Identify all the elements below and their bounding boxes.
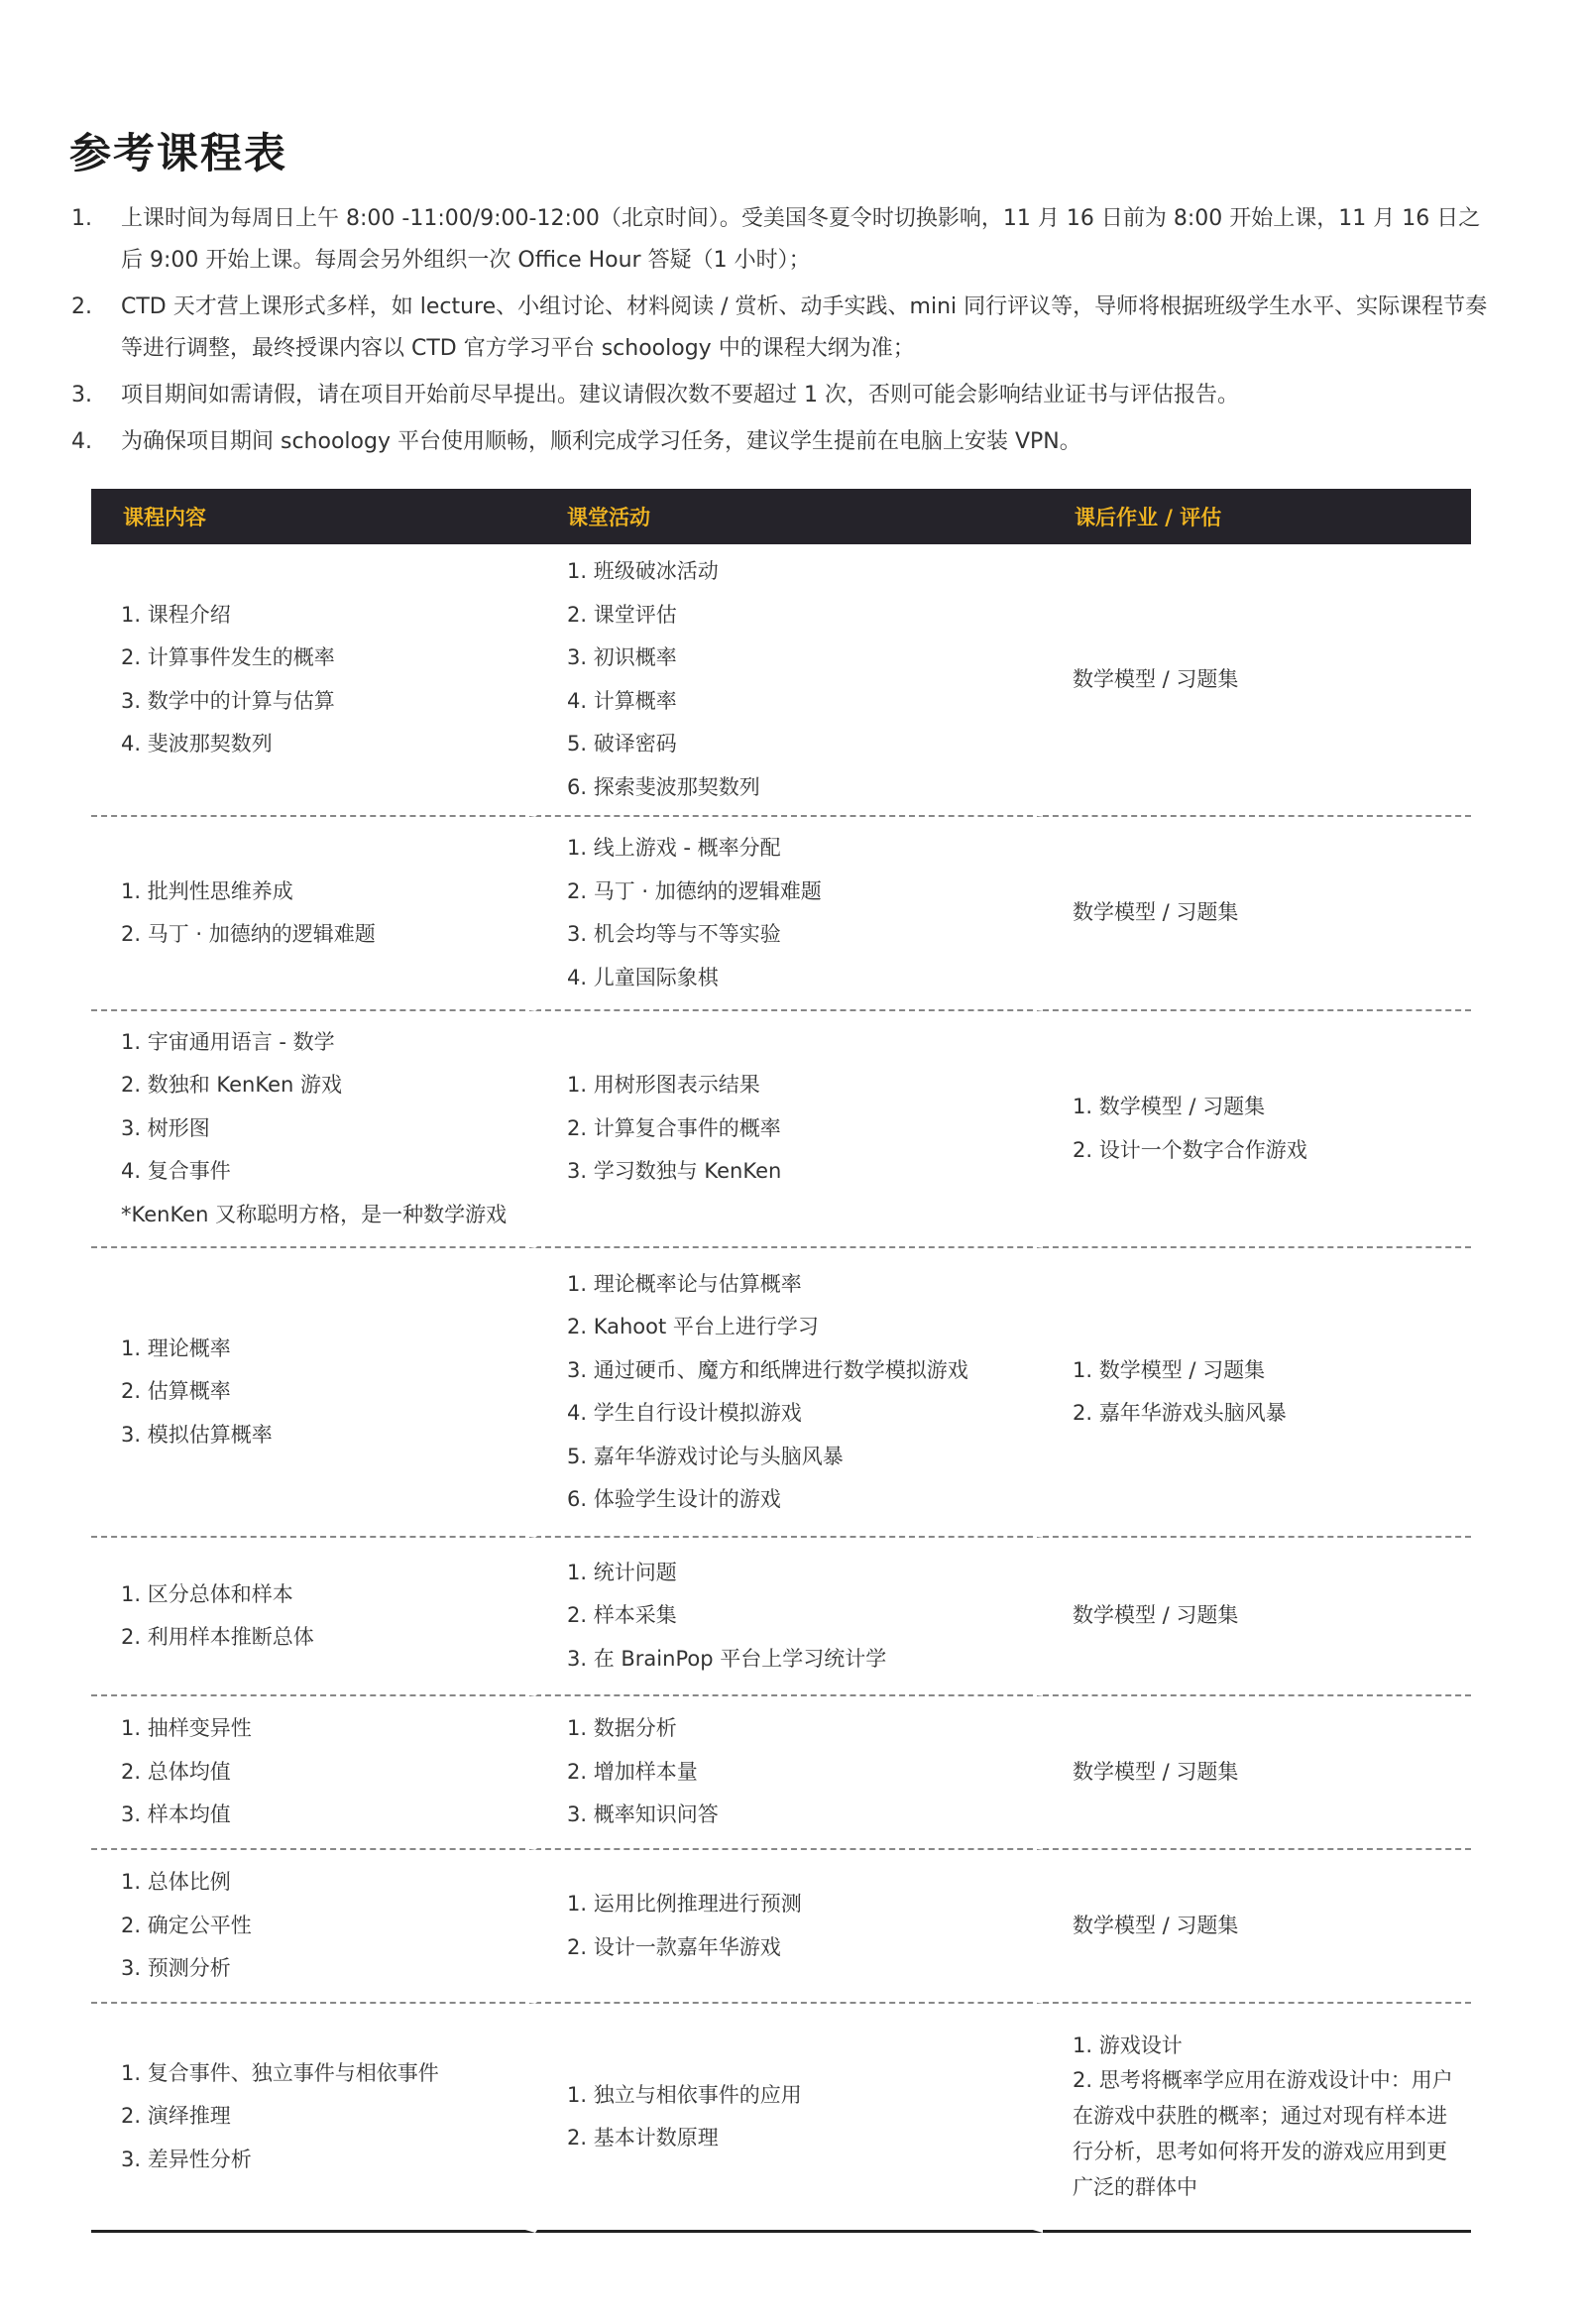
assessment-line: 2. 设计一个数字合作游戏 xyxy=(1073,1137,1307,1162)
activity-line: 2. Kahoot 平台上进行学习 xyxy=(567,1315,819,1338)
content-line: 1. 课程介绍 xyxy=(121,602,231,627)
activity-line: 4. 儿童国际象棋 xyxy=(567,965,719,989)
activities-cell xyxy=(535,1850,1043,2004)
note-item xyxy=(71,287,1489,370)
assessment-line: 数学模型 / 习题集 xyxy=(1073,666,1239,691)
content-cell xyxy=(91,1696,535,1850)
content-line: 2. 马丁 · 加德纳的逻辑难题 xyxy=(121,922,376,946)
assessment-cell xyxy=(1043,1011,1471,1248)
table-row xyxy=(91,1696,1471,1850)
content-cell xyxy=(91,2004,535,2233)
content-line: 1. 批判性思维养成 xyxy=(121,878,293,903)
activity-line: 1. 独立与相依事件的应用 xyxy=(567,2082,802,2107)
table-body xyxy=(91,544,1471,2233)
activity-line: 2. 基本计数原理 xyxy=(567,2126,719,2150)
note-text: CTD 天才营上课形式多样，如 lecture、小组讨论、材料阅读 / 赏析、动手实践、mini 同行评议等，导师将根据班级学生水平、实际课程节奏等进行调整，最终授课内容以 CTD 官方学习平台 schoology 中的课程大纲为准； xyxy=(121,294,1488,361)
assessment-cell xyxy=(1043,1850,1471,2004)
activities-cell xyxy=(535,1538,1043,1696)
activity-line: 5. 嘉年华游戏讨论与头脑风暴 xyxy=(567,1444,844,1468)
activity-line: 1. 统计问题 xyxy=(567,1560,677,1584)
activities-cell xyxy=(535,1696,1043,1850)
content-cell xyxy=(91,1850,535,2004)
activity-line: 1. 数据分析 xyxy=(567,1716,677,1741)
content-line: 2. 计算事件发生的概率 xyxy=(121,645,335,669)
activity-line: 1. 用树形图表示结果 xyxy=(567,1073,760,1098)
activity-line: 2. 计算复合事件的概率 xyxy=(567,1115,781,1140)
table-row xyxy=(91,1011,1471,1248)
activity-line: 6. 探索斐波那契数列 xyxy=(567,774,760,799)
content-cell xyxy=(91,1248,535,1538)
note-text: 上课时间为每周日上午 8:00 -11:00/9:00-12:00（北京时间）。受美国冬夏令时切换影响，11 月 16 日前为 8:00 开始上课，11 月 16 日之后 9:00 开始上课。每周会另外组织一次 Office Hour 答疑（1 小时）； xyxy=(121,206,1481,273)
note-number: 3. xyxy=(71,383,92,407)
activities-cell xyxy=(535,1011,1043,1248)
note-number: 2. xyxy=(71,294,92,319)
activity-line: 2. 课堂评估 xyxy=(567,602,677,627)
content-line: 3. 样本均值 xyxy=(121,1802,231,1827)
activities-cell xyxy=(535,2004,1043,2233)
assessment-line: 数学模型 / 习题集 xyxy=(1073,900,1239,925)
table-row xyxy=(91,1850,1471,2004)
activity-line: 4. 计算概率 xyxy=(567,688,677,713)
content-line: *KenKen 又称聪明方格，是一种数学游戏 xyxy=(121,1202,508,1226)
note-number: 1. xyxy=(71,206,92,231)
content-line: 1. 区分总体和样本 xyxy=(121,1581,293,1606)
content-line: 3. 模拟估算概率 xyxy=(121,1422,273,1447)
assessment-cell xyxy=(1043,817,1471,1011)
activities-cell xyxy=(535,544,1043,817)
assessment-cell xyxy=(1043,1696,1471,1850)
header-content: 课程内容 xyxy=(91,489,535,544)
assessment-cell xyxy=(1043,1538,1471,1696)
assessment-line: 1. 数学模型 / 习题集 xyxy=(1073,1095,1266,1118)
content-line: 2. 演绎推理 xyxy=(121,2104,231,2129)
note-item xyxy=(71,421,1489,463)
content-line: 1. 理论概率 xyxy=(121,1336,231,1360)
activity-line: 3. 机会均等与不等实验 xyxy=(567,922,781,946)
assessment-cell xyxy=(1043,544,1471,817)
note-text: 为确保项目期间 schoology 平台使用顺畅，顺利完成学习任务，建议学生提前在电脑上安装 VPN。 xyxy=(121,429,1081,454)
table-row xyxy=(91,2004,1471,2233)
activity-line: 3. 学习数独与 KenKen xyxy=(567,1159,782,1184)
content-line: 3. 预测分析 xyxy=(121,1956,231,1981)
table-row xyxy=(91,1538,1471,1696)
content-line: 1. 复合事件、独立事件与相依事件 xyxy=(121,2060,439,2085)
note-number: 4. xyxy=(71,429,92,454)
schedule-table xyxy=(91,489,1471,2233)
table-row xyxy=(91,544,1471,817)
content-line: 3. 差异性分析 xyxy=(121,2147,252,2171)
activity-line: 2. 设计一款嘉年华游戏 xyxy=(567,1934,781,1959)
content-line: 2. 估算概率 xyxy=(121,1379,231,1404)
activity-line: 3. 概率知识问答 xyxy=(567,1802,719,1827)
assessment-line: 数学模型 / 习题集 xyxy=(1073,1759,1239,1784)
content-line: 3. 数学中的计算与估算 xyxy=(121,688,335,713)
activity-line: 3. 初识概率 xyxy=(567,645,677,669)
content-cell xyxy=(91,1538,535,1696)
activity-line: 1. 理论概率论与估算概率 xyxy=(567,1271,802,1296)
table-row xyxy=(91,1248,1471,1538)
activities-cell xyxy=(535,817,1043,1011)
content-line: 2. 数独和 KenKen 游戏 xyxy=(121,1073,342,1098)
activity-line: 2. 增加样本量 xyxy=(567,1759,698,1784)
note-item xyxy=(71,198,1489,282)
header-assessment: 课后作业 / 评估 xyxy=(1043,489,1471,544)
assessment-line: 数学模型 / 习题集 xyxy=(1073,1603,1239,1628)
assessment-line: 1. 游戏设计 xyxy=(1073,2033,1183,2057)
content-line: 2. 确定公平性 xyxy=(121,1913,252,1937)
activity-line: 1. 线上游戏 - 概率分配 xyxy=(567,836,781,860)
assessment-line: 1. 数学模型 / 习题集 xyxy=(1073,1357,1266,1382)
activities-cell xyxy=(535,1248,1043,1538)
content-line: 3. 树形图 xyxy=(121,1115,210,1140)
activity-line: 6. 体验学生设计的游戏 xyxy=(567,1487,781,1511)
header-activities: 课堂活动 xyxy=(535,489,1043,544)
activity-line: 2. 马丁 · 加德纳的逻辑难题 xyxy=(567,878,822,903)
activity-line: 3. 在 BrainPop 平台上学习统计学 xyxy=(567,1646,887,1671)
table-row xyxy=(91,817,1471,1011)
content-line: 4. 复合事件 xyxy=(121,1159,231,1184)
content-cell xyxy=(91,1011,535,1248)
table-header-row xyxy=(91,489,1471,544)
content-line: 4. 斐波那契数列 xyxy=(121,732,273,755)
activity-line: 1. 运用比例推理进行预测 xyxy=(567,1892,802,1916)
assessment-cell xyxy=(1043,2004,1471,2233)
activity-line: 2. 样本采集 xyxy=(567,1603,677,1628)
content-cell xyxy=(91,817,535,1011)
activity-line: 4. 学生自行设计模拟游戏 xyxy=(567,1401,802,1425)
note-text: 项目期间如需请假，请在项目开始前尽早提出。建议请假次数不要超过 1 次，否则可能会影响结业证书与评估报告。 xyxy=(121,383,1239,407)
content-cell xyxy=(91,544,535,817)
activity-line: 3. 通过硬币、魔方和纸牌进行数学模拟游戏 xyxy=(567,1357,968,1382)
content-line: 2. 总体均值 xyxy=(121,1759,231,1784)
assessment-line: 2. 嘉年华游戏头脑风暴 xyxy=(1073,1401,1287,1425)
content-line: 1. 抽样变异性 xyxy=(121,1716,252,1741)
activity-line: 1. 班级破冰活动 xyxy=(567,559,719,583)
content-line: 1. 宇宙通用语言 - 数学 xyxy=(121,1029,335,1054)
note-item xyxy=(71,375,1489,416)
assessment-cell xyxy=(1043,1248,1471,1538)
assessment-line: 数学模型 / 习题集 xyxy=(1073,1913,1239,1937)
assessment-line: 2. 思考将概率学应用在游戏设计中：用户在游戏中获胜的概率；通过对现有样本进行分析，思考如何将开发的游戏应用到更广泛的群体中 xyxy=(1073,2068,1453,2199)
content-line: 2. 利用样本推断总体 xyxy=(121,1625,314,1649)
notes-list xyxy=(71,198,1489,468)
activity-line: 5. 破译密码 xyxy=(567,732,677,755)
content-line: 1. 总体比例 xyxy=(121,1870,231,1895)
page-title: 参考课程表 xyxy=(69,129,288,177)
